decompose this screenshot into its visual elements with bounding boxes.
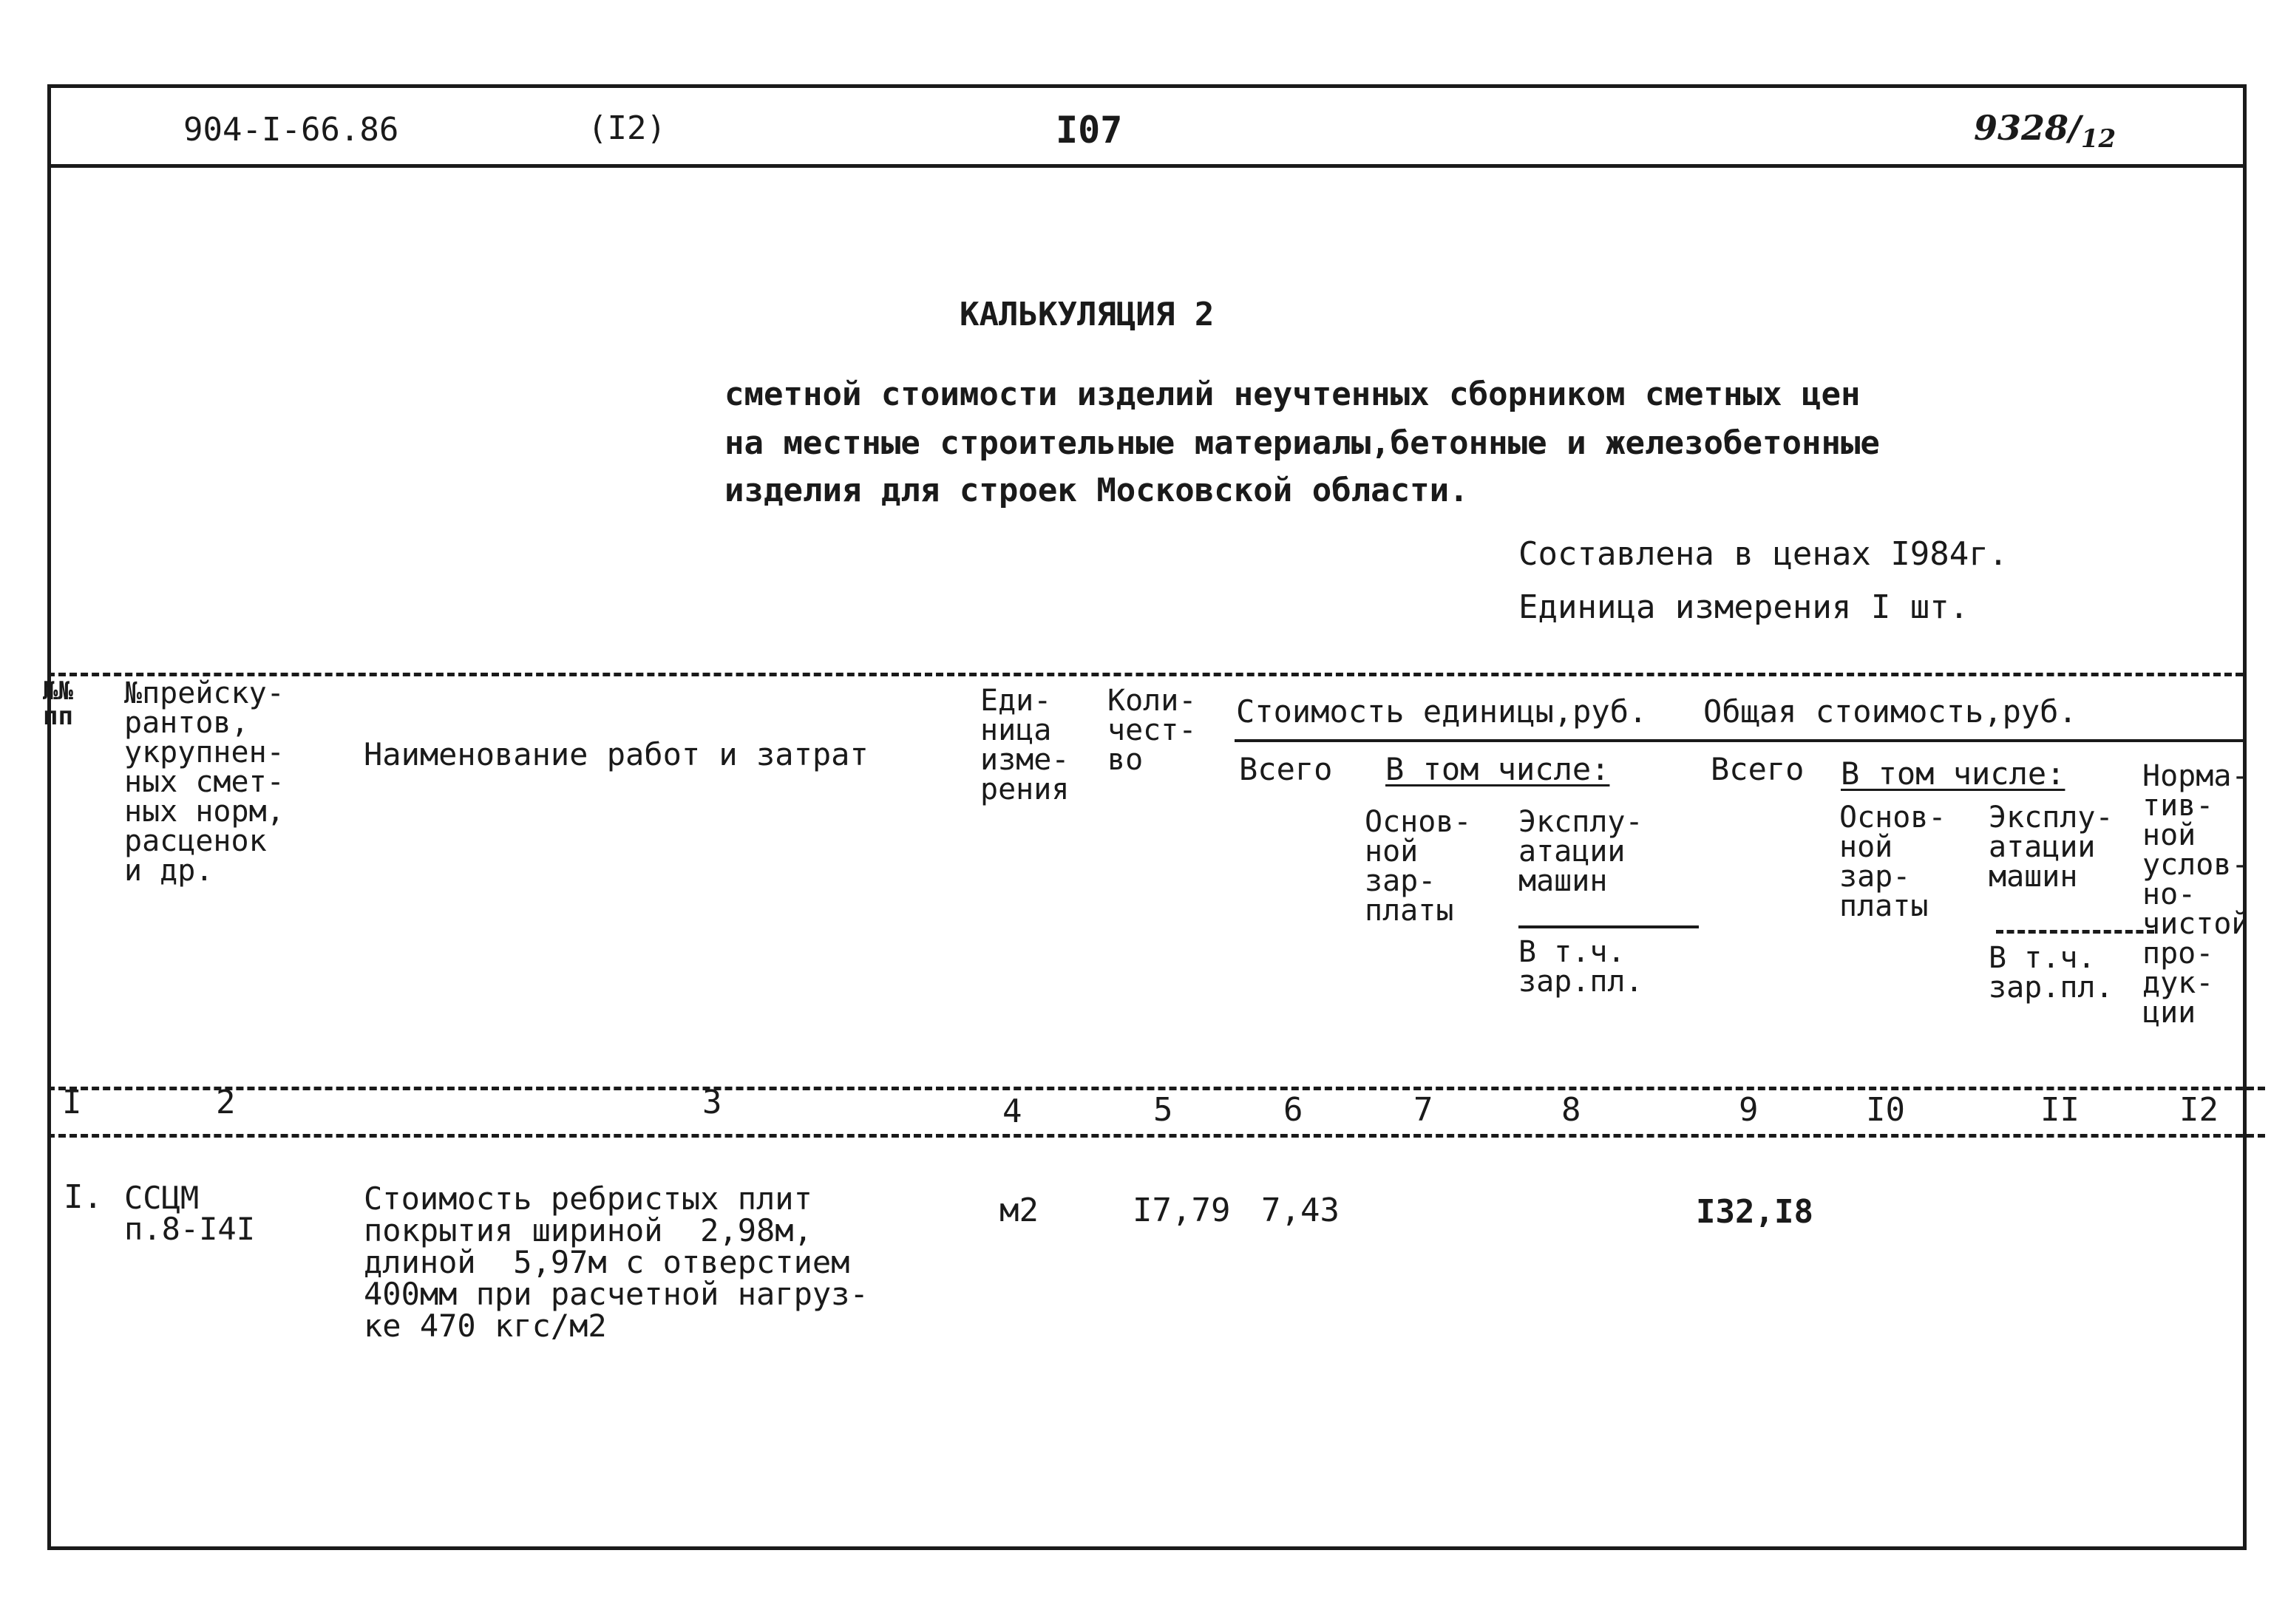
header-grand-base-salary: Основ- ной зар- платы [1839,801,1946,923]
column-number-top-rule [47,1087,2265,1090]
row-quantity: I7,79 [1133,1192,1231,1229]
column-number: 2 [216,1084,236,1121]
column-number-bottom-rule [47,1134,2265,1138]
price-basis: Составлена в ценах I984г. [1518,535,2009,573]
column-number: 3 [702,1084,722,1121]
column-number: I0 [1866,1091,1905,1129]
row-number: I. [64,1178,103,1216]
header-unit-base-salary: Основ- ной зар- платы [1365,805,1472,928]
header-grand-machines: Эксплу- атации машин [1989,801,2114,894]
unit-of-measure: Единица измерения I шт. [1518,588,1969,626]
header-work-name: Наименование работ и затрат [364,736,869,772]
page-number: I07 [1056,109,1123,152]
header-grand-incl-salary: В т.ч. зар.пл. [1989,941,2114,1005]
machine-subrule-left [1518,925,1699,928]
header-price-list-ref: №прейску- рантов, укрупнен- ных смет- ных норм, расценок и др. [124,676,285,888]
header-quantity: Коли- чест- во [1107,684,1197,777]
column-number: 5 [1153,1091,1173,1129]
header-unit-cost-group: Стоимость единицы,руб. [1236,693,1648,730]
row-unit: м2 [999,1192,1039,1229]
column-number: II [2040,1091,2080,1129]
row-unit-total: 7,43 [1261,1192,1340,1229]
frame-bottom-border [47,1546,2247,1550]
header-unit-including: В том числе: [1385,751,1610,787]
table-top-rule [47,673,2243,676]
column-number: 4 [1002,1093,1022,1130]
sheet-number-suffix: 12 [2080,124,2116,154]
part-number: (I2) [588,109,666,147]
subtitle-line-2: на местные строительные материалы,бетонные и железобетонные [724,424,1880,462]
header-divider [47,164,2247,168]
header-unit-total: Всего [1239,751,1333,787]
row-grand-total: I32,I8 [1696,1193,1813,1231]
subtitle-line-1: сметной стоимости изделий неучтенных сборником сметных цен [724,376,1861,413]
header-row-number: №№ пп [43,676,73,731]
frame-left-border [47,87,51,1549]
subtitle-line-3: изделия для строек Московской области. [724,472,1469,509]
group-header-rule [1235,739,2244,742]
column-number: I [62,1084,82,1121]
header-grand-including: В том числе: [1841,755,2065,792]
calc-heading: КАЛЬКУЛЯЦИЯ 2 [960,296,1215,333]
column-number: 6 [1283,1091,1303,1129]
column-number: I2 [2179,1091,2219,1129]
project-code: 904-I-66.86 [183,111,399,149]
header-unit-machines: Эксплу- атации машин [1518,805,1643,898]
column-number: 9 [1739,1091,1759,1129]
row-price-list-ref: ССЦМ п.8-I4I [124,1180,256,1247]
column-number: 7 [1413,1091,1433,1129]
frame-top-border [47,84,2247,88]
sheet-number [1974,108,2116,154]
header-normative-output: Норма- тив- ной услов- но- чистой про- дук- ции [2142,759,2250,1030]
header-unit-incl-salary: В т.ч. зар.пл. [1518,935,1643,999]
machine-subrule-right [1996,930,2154,934]
header-unit: Еди- ница изме- рения [980,684,1070,806]
header-grand-total: Всего [1711,751,1805,787]
sheet-number-main: 9328/ [1974,108,2081,148]
row-work-name: Стоимость ребристых плит покрытия шириной 2,98м, длиной 5,97м с отверстием 400мм при расчетной нагруз- ке 470 кгс/м2 [364,1180,869,1344]
header-total-cost-group: Общая стоимость,руб. [1703,693,2077,730]
column-number: 8 [1561,1091,1581,1129]
